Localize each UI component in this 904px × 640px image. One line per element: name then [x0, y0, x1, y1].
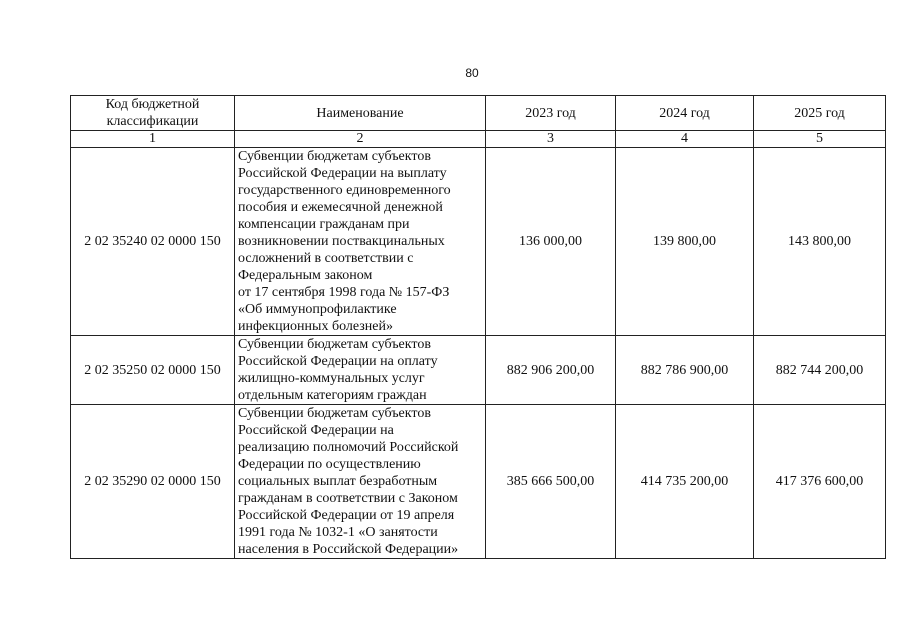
column-number: 4: [616, 131, 754, 148]
item-name-line: социальных выплат безработным: [238, 474, 438, 489]
item-name-line: государственного единовременного: [238, 183, 451, 198]
column-number-row: [71, 131, 886, 148]
item-name-line: компенсации гражданам при: [238, 217, 410, 232]
amount-2025: 882 744 200,00: [754, 336, 886, 405]
budget-code: 2 02 35250 02 0000 150: [71, 336, 235, 405]
item-name-line: населения в Российской Федерации»: [238, 542, 459, 557]
header-code: [71, 96, 235, 131]
item-name-line: жилищно-коммунальных услуг: [238, 371, 425, 386]
item-name-line: Федеральным законом: [238, 268, 373, 283]
item-name-line: Субвенции бюджетам субъектов: [238, 149, 431, 164]
header-name: Наименование: [235, 96, 486, 131]
column-number: 3: [486, 131, 616, 148]
column-number: 1: [71, 131, 235, 148]
header-2025: 2025 год: [754, 96, 886, 131]
item-name-line: Субвенции бюджетам субъектов: [238, 337, 431, 352]
amount-2023: 882 906 200,00: [486, 336, 616, 405]
item-name-line: Субвенции бюджетам субъектов: [238, 406, 431, 421]
item-name-line: возникновении поствакцинальных: [238, 234, 445, 249]
item-name-line: гражданам в соответствии с Законом: [238, 491, 458, 506]
item-name: [235, 148, 486, 336]
item-name-line: 1991 года № 1032-1 «О занятости: [238, 525, 438, 540]
budget-code: 2 02 35290 02 0000 150: [71, 405, 235, 559]
table-row: [71, 148, 886, 336]
item-name-line: осложнений в соответствии с: [238, 251, 414, 266]
item-name-line: Российской Федерации от 19 апреля: [238, 508, 455, 523]
header-2024: 2024 год: [616, 96, 754, 131]
amount-2025: 417 376 600,00: [754, 405, 886, 559]
item-name-line: от 17 сентября 1998 года № 157-ФЗ: [238, 285, 450, 300]
amount-2025: 143 800,00: [754, 148, 886, 336]
item-name-line: отдельным категориям граждан: [238, 388, 427, 403]
amount-2024: 882 786 900,00: [616, 336, 754, 405]
table-row: [71, 336, 886, 405]
table-header-row: [71, 96, 886, 131]
header-code-line: классификации: [106, 114, 199, 129]
budget-code: 2 02 35240 02 0000 150: [71, 148, 235, 336]
column-number: 2: [235, 131, 486, 148]
amount-2023: 385 666 500,00: [486, 405, 616, 559]
page-number: 80: [465, 66, 479, 80]
item-name-line: пособия и ежемесячной денежной: [238, 200, 443, 215]
item-name-line: Федерации по осуществлению: [238, 457, 421, 472]
item-name-line: реализацию полномочий Российской: [238, 440, 459, 455]
item-name-line: «Об иммунопрофилактике: [238, 302, 397, 317]
header-2023: 2023 год: [486, 96, 616, 131]
header-code-line: Код бюджетной: [105, 97, 200, 112]
column-number: 5: [754, 131, 886, 148]
item-name: [235, 405, 486, 559]
item-name-line: инфекционных болезней»: [238, 319, 393, 334]
budget-table: [70, 95, 886, 559]
amount-2024: 414 735 200,00: [616, 405, 754, 559]
amount-2023: 136 000,00: [486, 148, 616, 336]
item-name-line: Российской Федерации на оплату: [238, 354, 438, 369]
amount-2024: 139 800,00: [616, 148, 754, 336]
item-name-line: Российской Федерации на выплату: [238, 166, 447, 181]
item-name: [235, 336, 486, 405]
item-name-line: Российской Федерации на: [238, 423, 394, 438]
table-row: [71, 405, 886, 559]
